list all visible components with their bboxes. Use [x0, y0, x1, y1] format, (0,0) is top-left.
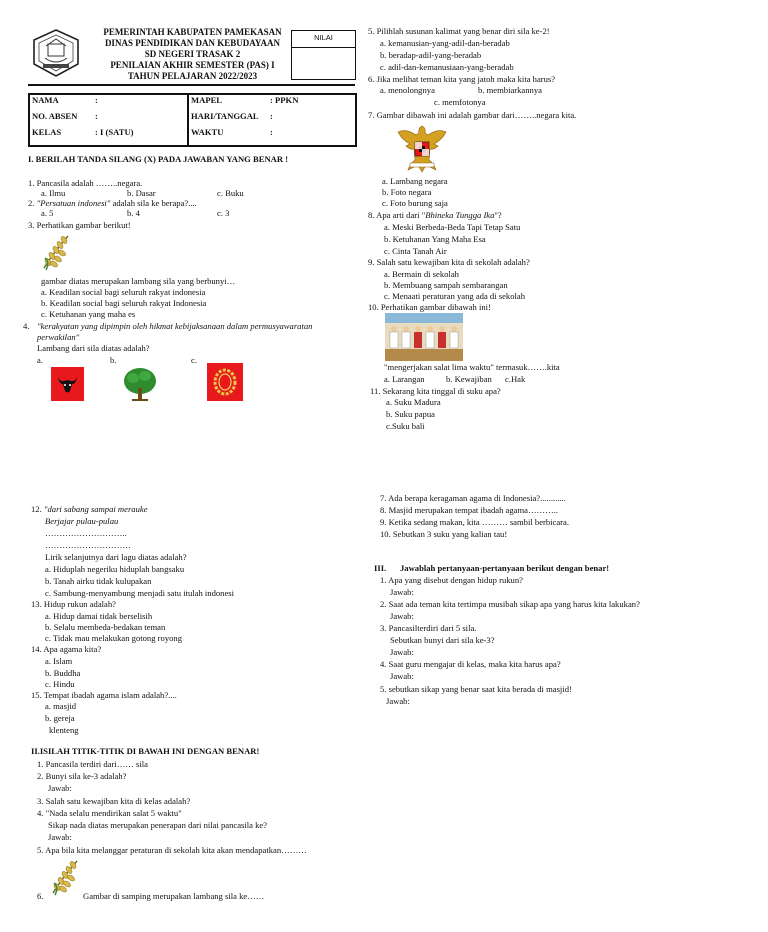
s2-q7: 7. Ada berapa keragaman agama di Indonesia?............	[380, 493, 566, 503]
s2-q6-text: Gambar di samping merupakan lambang sila ke……	[83, 891, 265, 901]
q11: 11. Sekarang kita tinggal di suku apa?	[370, 386, 501, 396]
q7-option-a: a. Lambang negara	[382, 176, 448, 186]
q12-line-2: Berjajar pulau-pulau	[45, 516, 119, 526]
s2-q9: 9. Ketika sedang makan, kita ……… sambil berbicara.	[380, 517, 570, 527]
q12-line-1: "dari sabang sampai merauke	[43, 504, 148, 514]
s2-q4: 4. "Nada selalu mendirikan salat 5 waktu"	[37, 808, 182, 818]
nama-colon: :	[95, 95, 98, 105]
q3-option-c: c. Ketuhanan yang maha es	[41, 309, 136, 319]
q15-option-b: b. gereja	[45, 713, 75, 723]
q2-option-c: c. 3	[217, 208, 230, 218]
q8-suffix: "?	[494, 210, 502, 220]
section3-title: Jawablah pertanyaan-pertanyaan berikut dengan benar!	[400, 563, 610, 573]
q12-dots-1: ………………………..	[45, 528, 127, 538]
waktu-label: WAKTU	[191, 127, 224, 137]
q5-option-b: b. beradap-adil-yang-beradab	[380, 50, 482, 60]
q5-option-c: c. adil-dan-kemanusiaan-yang-beradab	[380, 62, 514, 72]
q10-text: "mengerjakan salat lima waktu" termasuk…….kita	[384, 362, 560, 372]
mapel-value: : PPKN	[270, 95, 299, 105]
q8-option-a: a. Meski Berbeda-Beda Tapi Tetap Satu	[384, 222, 521, 232]
header-line-2: DINAS PENDIDIKAN DAN KEBUDAYAAN	[104, 38, 281, 48]
q3: 3. Perhatikan gambar berikut!	[28, 220, 131, 230]
q3-option-a: a. Keadilan social bagi seluruh rakyat indonesia	[41, 287, 206, 297]
nilai-divider	[291, 47, 356, 48]
q12-option-c: c. Sambung-menyambung menjadi satu itulah indonesi	[45, 588, 235, 598]
q6-option-c: c. memfotonya	[434, 97, 486, 107]
s2-q10: 10. Sebutkan 3 suku yang kalian tau!	[380, 529, 508, 539]
q3-option-b: b. Keadilan social bagi seluruh rakyat Indonesia	[41, 298, 207, 308]
s3-q3-line-2: Sebutkan bunyi dari sila ke-3?	[390, 635, 495, 645]
q14-option-b: b. Buddha	[45, 668, 81, 678]
s3-q4-jawab: Jawab:	[390, 671, 414, 681]
hari-label: HARI/TANGGAL	[191, 111, 259, 121]
q10-option-c: c.Hak	[505, 374, 526, 384]
praying-children-image	[385, 313, 463, 361]
q12-dots-2: …………………………	[45, 540, 131, 550]
q12-number: 12.	[31, 504, 44, 514]
header-line-4: PENILAIAN AKHIR SEMESTER (PAS) I	[110, 60, 275, 70]
header-rule	[28, 84, 355, 86]
q12	[31, 504, 148, 515]
q4-number: 4.	[23, 321, 30, 331]
s3-q1-jawab: Jawab:	[390, 587, 414, 597]
bull-head-icon	[51, 367, 84, 401]
s2-q8: 8. Masjid merupakan tempat ibadah agama………..	[380, 505, 559, 515]
kelas-value: : I (SATU)	[95, 127, 134, 137]
header-line-5: TAHUN PELAJARAN 2022/2023	[127, 71, 258, 81]
rice-cotton-icon	[40, 232, 74, 272]
s2-q3: 3. Salah satu kewajiban kita di kelas adalah?	[37, 796, 191, 806]
s3-q2-jawab: Jawab:	[390, 611, 414, 621]
q1-option-c: c. Buku	[217, 188, 244, 198]
q4-line-3: Lambang dari sila diatas adalah?	[37, 343, 150, 353]
q14-option-a: a. Islam	[45, 656, 73, 666]
q9: 9. Salah satu kewajiban kita di sekolah adalah?	[368, 257, 530, 267]
q2-suffix: adalah sila ke berapa?....	[110, 198, 197, 208]
q5: 5. Pilihlah susunan kalimat yang benar diri sila ke-2!	[368, 26, 550, 36]
nama-label: NAMA	[32, 95, 59, 105]
kelas-label: KELAS	[32, 127, 62, 137]
q7-option-c: c. Foto burung saja	[382, 198, 448, 208]
s2-q4-jawab: Jawab:	[48, 832, 72, 842]
q9-option-a: a. Bermain di sekolah	[384, 269, 459, 279]
absen-label: NO. ABSEN	[32, 111, 78, 121]
q15: 15. Tempat ibadah agama islam adalah?....	[31, 690, 177, 700]
header-line-1: PEMERINTAH KABUPATEN PAMEKASAN	[103, 27, 282, 37]
chain-icon	[207, 363, 243, 401]
s3-q3: 3. Pancasilterdiri dari 5 sila.	[380, 623, 477, 633]
q8	[368, 210, 502, 221]
q1-option-a: a. Ilmu	[41, 188, 66, 198]
hari-colon: :	[270, 111, 273, 121]
section1-title: I. BERILAH TANDA SILANG (X) PADA JAWABAN YANG BENAR !	[28, 154, 289, 164]
section3-number: III.	[374, 563, 387, 573]
q12-text: Lirik selanjutnya dari lagu diatas adalah?	[45, 552, 187, 562]
q1: 1. Pancasila adalah ……..negara.	[28, 178, 143, 188]
q8-motto: Bhineka Tungga Ika	[425, 210, 495, 220]
q11-option-a: a. Suku Madura	[386, 397, 441, 407]
q11-option-b: b. Suku papua	[386, 409, 435, 419]
school-logo	[31, 28, 81, 78]
s3-q1: 1. Apa yang disebut dengan hidup rukun?	[380, 575, 523, 585]
q4-line-1: "kerakyatan yang dipimpin oleh hikmat kebijaksanaan dalam permusyawaratan	[37, 321, 313, 331]
s3-q2: 2. Saat ada teman kita tertimpa musibah sikap apa yang harus kita lakukan?	[380, 599, 640, 609]
q2-quote: "Persatuan indonesi"	[36, 198, 111, 208]
header-line-3: SD NEGERI TRASAK 2	[144, 49, 241, 59]
q3-text: gambar diatas merupakan lambang sila yang berbunyi…	[41, 276, 236, 286]
q2-prefix: 2.	[28, 198, 37, 208]
q9-option-b: b. Membuang sampah sembarangan	[384, 280, 508, 290]
s2-q2: 2. Bunyi sila ke-3 adalah?	[37, 771, 127, 781]
q5-option-a: a. kemanusian-yang-adil-dan-beradab	[380, 38, 510, 48]
q14: 14. Apa agama kita?	[31, 644, 102, 654]
q4-option-c: c.	[191, 355, 197, 365]
q6-option-b: b. membiarkannya	[478, 85, 542, 95]
s2-q1: 1. Pancasila terdiri dari…… sila	[37, 759, 148, 769]
q10-option-a: a. Larangan	[384, 374, 425, 384]
q10-option-b: b. Kewajiban	[446, 374, 492, 384]
s2-q5: 5. Apa bila kita melanggar peraturan di sekolah kita akan mendapatkan………	[37, 845, 307, 855]
q9-option-c: c. Menaati peraturan yang ada di sekolah	[384, 291, 526, 301]
q4-option-b: b.	[110, 355, 117, 365]
s3-q3-jawab: Jawab:	[390, 647, 414, 657]
q8-option-b: b. Ketuhanan Yang Maha Esa	[384, 234, 486, 244]
s2-q6-number: 6.	[37, 891, 44, 901]
s3-q5-jawab: Jawab:	[386, 696, 410, 706]
q13: 13. Hidup rukun adalah?	[31, 599, 116, 609]
q13-option-a: a. Hidup damai tidak berselisih	[45, 611, 153, 621]
s3-q4: 4. Saat guru mengajar di kelas, maka kita harus apa?	[380, 659, 561, 669]
absen-colon: :	[95, 111, 98, 121]
q13-option-c: c. Tidak mau melakukan gotong royong	[45, 633, 183, 643]
q15-option-c: klenteng	[49, 725, 79, 735]
s2-q4-line-2: Sikap nada diatas merupakan penerapan dari nilai pancasila ke?	[48, 820, 268, 830]
nilai-label: NILAI	[314, 33, 333, 42]
q13-option-b: b. Selalu membeda-bedakan teman	[45, 622, 166, 632]
banyan-tree-icon	[123, 366, 157, 402]
garuda-icon	[396, 122, 448, 174]
q14-option-c: c. Hindu	[45, 679, 75, 689]
s2-q2-jawab: Jawab:	[48, 783, 72, 793]
q6: 6. Jika melihat teman kita yang jatoh maka kita harus?	[368, 74, 556, 84]
q10: 10. Perhatikan gambar dibawah ini!	[368, 302, 491, 312]
q2-option-a: a. 5	[41, 208, 54, 218]
q7-option-b: b. Foto negara	[382, 187, 432, 197]
section2-title: II.ISILAH TITIK-TITIK DI BAWAH INI DENGAN BENAR!	[31, 746, 260, 756]
rice-cotton-icon	[49, 857, 83, 897]
q2-option-b: b. 4	[127, 208, 140, 218]
q4-option-a: a.	[37, 355, 43, 365]
q12-option-b: b. Tanah airku tidak kulupakan	[45, 576, 152, 586]
q11-option-c: c.Suku bali	[386, 421, 425, 431]
s3-q5: 5. sebutkan sikap yang benar saat kita berada di masjid!	[380, 684, 572, 694]
q7: 7. Gambar dibawah ini adalah gambar dari……..negara kita.	[368, 110, 577, 120]
info-table-divider	[187, 93, 189, 147]
q12-option-a: a. Hiduplah negeriku hiduplah bangsaku	[45, 564, 185, 574]
q8-prefix: 8. Apa arti dari "	[368, 210, 426, 220]
q8-option-c: c. Cinta Tanah Air	[384, 246, 447, 256]
mapel-label: MAPEL	[191, 95, 223, 105]
q15-option-a: a. masjid	[45, 701, 77, 711]
q4-line-2: perwakilan"	[37, 332, 80, 342]
waktu-colon: :	[270, 127, 273, 137]
q1-option-b: b. Dasar	[127, 188, 156, 198]
q6-option-a: a. menolongnya	[380, 85, 435, 95]
